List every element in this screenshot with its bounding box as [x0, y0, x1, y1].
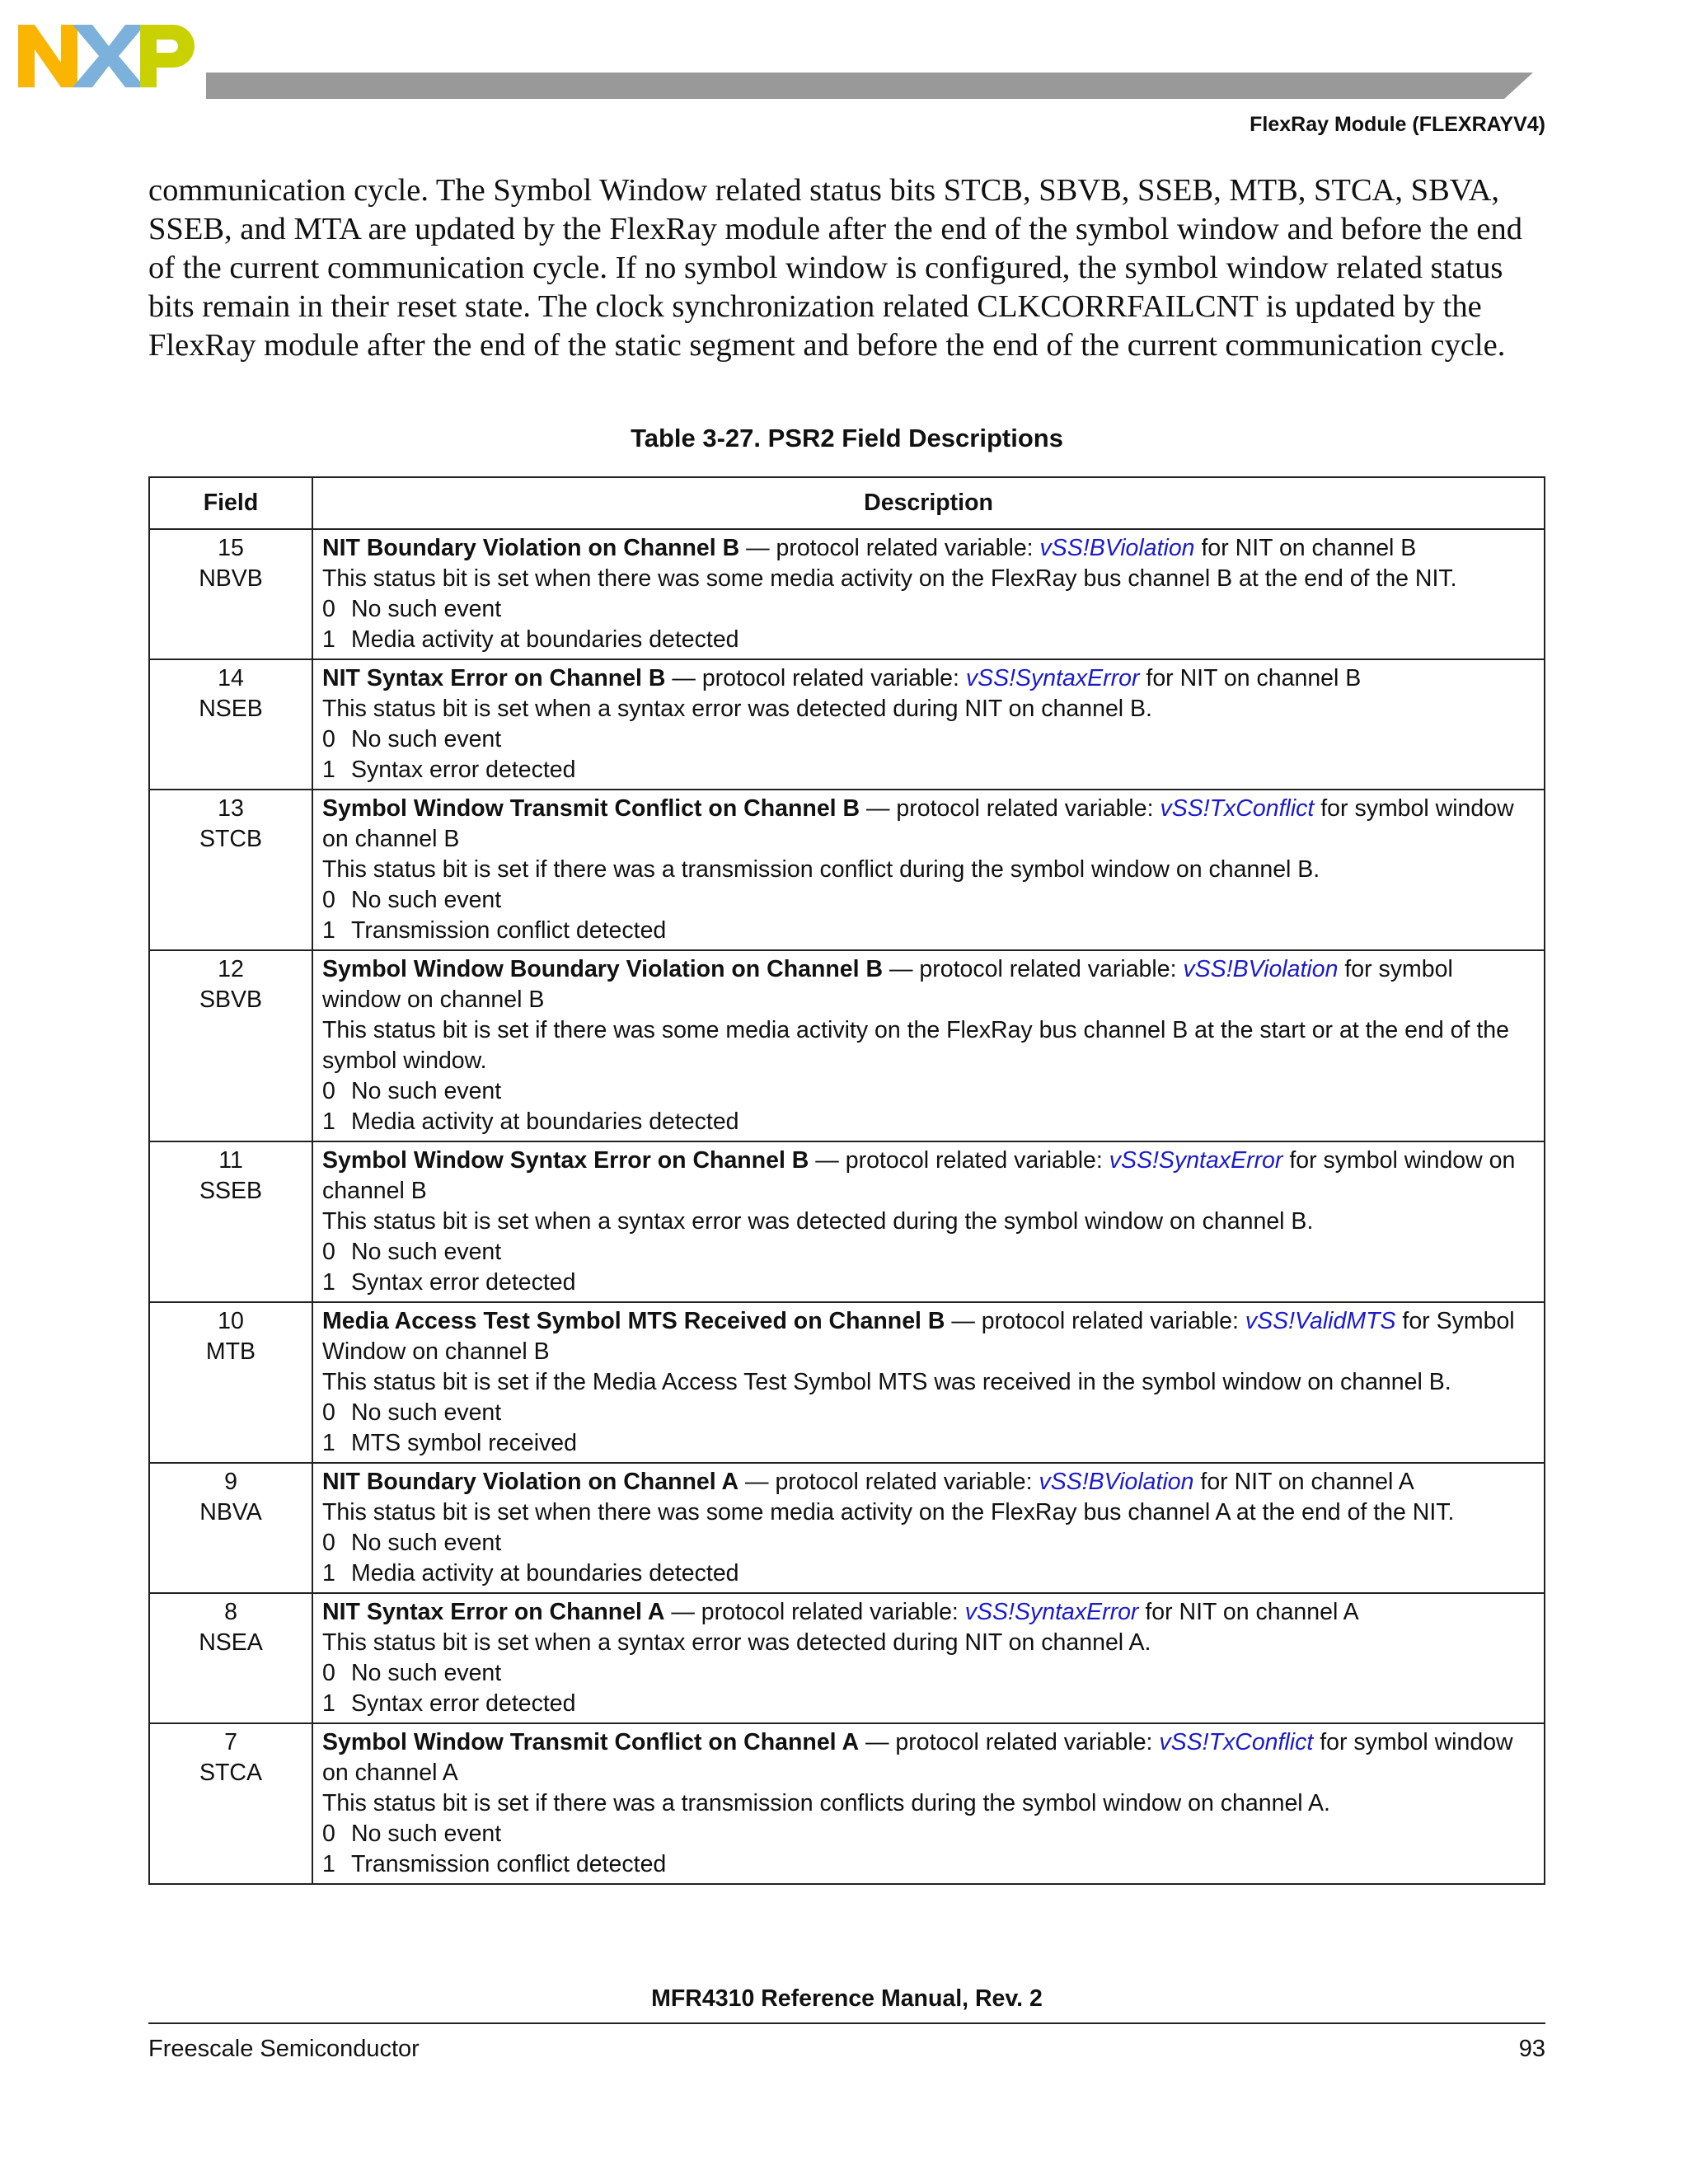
field-cell: [149, 950, 312, 1141]
description-heading: [322, 1146, 1537, 1207]
option-number: 1: [322, 1269, 335, 1296]
option-1: [322, 916, 1537, 946]
description-heading: [322, 533, 1537, 564]
description-text: This status bit is set when there was some media activity on the FlexRay bus channel B at the end of the NIT.: [322, 565, 1457, 592]
variable-scope: for NIT on channel B: [1194, 535, 1417, 561]
option-1: [322, 1428, 1537, 1459]
option-number: 1: [322, 757, 335, 783]
option-1: [322, 1689, 1537, 1719]
nxp-logo: [18, 23, 195, 89]
bit-number: 15: [218, 535, 244, 561]
option-0: [322, 1658, 1537, 1689]
table-row: [149, 1723, 1545, 1884]
option-1: [322, 755, 1537, 785]
footer-manual-title: MFR4310 Reference Manual, Rev. 2: [651, 1985, 1043, 2012]
option-text: No such event: [351, 887, 502, 913]
field-title: Symbol Window Syntax Error on Channel B: [322, 1147, 809, 1174]
option-number: 1: [322, 1851, 335, 1877]
option-number: 0: [322, 1399, 335, 1426]
table-row: [149, 1593, 1545, 1723]
variable-intro: — protocol related variable:: [738, 1469, 1039, 1495]
description-cell: [312, 1463, 1545, 1593]
field-title: Symbol Window Transmit Conflict on Channel A: [322, 1729, 860, 1755]
field-name: SSEB: [199, 1178, 263, 1204]
variable-intro: — protocol related variable:: [665, 665, 966, 691]
description-cell: [312, 1141, 1545, 1302]
option-text: No such event: [351, 1239, 502, 1265]
option-0: [322, 1398, 1537, 1428]
field-name: STCB: [199, 826, 262, 852]
psr2-field-table: [148, 476, 1545, 1885]
field-name: SBVB: [199, 987, 263, 1013]
option-number: 0: [322, 596, 335, 622]
description-text: This status bit is set when there was some media activity on the FlexRay bus channel A at the end of the NIT.: [322, 1499, 1455, 1526]
description-text: This status bit is set if the Media Access Test Symbol MTS was received in the symbol window on channel B.: [322, 1369, 1451, 1395]
option-0: [322, 724, 1537, 755]
variable-intro: — protocol related variable:: [809, 1147, 1109, 1174]
bit-number: 10: [218, 1308, 244, 1334]
footer-divider: [148, 2022, 1545, 2024]
option-number: 1: [322, 1108, 335, 1135]
variable-intro: — protocol related variable:: [859, 1729, 1160, 1755]
field-title: NIT Boundary Violation on Channel A: [322, 1469, 739, 1495]
protocol-variable: vSS!BViolation: [1039, 1469, 1194, 1495]
field-name: NBVA: [199, 1499, 262, 1526]
protocol-variable: vSS!TxConflict: [1159, 1729, 1314, 1755]
variable-scope: for NIT on channel A: [1193, 1469, 1414, 1495]
option-1: [322, 1849, 1537, 1880]
description-heading: [322, 954, 1537, 1015]
variable-scope: for symbol window on channel B: [322, 1147, 1516, 1204]
description-text: This status bit is set when a syntax error was detected during NIT on channel B.: [322, 696, 1152, 722]
variable-intro: — protocol related variable:: [860, 795, 1160, 822]
variable-scope: for symbol window on channel B: [322, 795, 1514, 852]
description-text: This status bit is set if there was some media activity on the FlexRay bus channel B at the start or at the end of the symbol window.: [322, 1017, 1509, 1074]
bit-number: 7: [224, 1729, 237, 1755]
option-1: [322, 1268, 1537, 1298]
protocol-variable: vSS!SyntaxError: [965, 665, 1140, 691]
bit-number: 14: [218, 665, 244, 691]
description-heading: [322, 794, 1537, 855]
variable-scope: for NIT on channel B: [1139, 665, 1362, 691]
option-0: [322, 1528, 1537, 1558]
field-column-header: Field: [149, 477, 312, 529]
field-name: STCA: [199, 1760, 262, 1786]
section-title: FlexRay Module (FLEXRAYV4): [1250, 113, 1545, 136]
field-cell: [149, 790, 312, 950]
description-cell: [312, 529, 1545, 659]
field-cell: [149, 1141, 312, 1302]
bit-number: 9: [224, 1469, 237, 1495]
option-text: Syntax error detected: [351, 757, 576, 783]
intro-paragraph: communication cycle. The Symbol Window related status bits STCB, SBVB, SSEB, MTB, STCA, SBVA, SSEB, and MTA are updated by the FlexRay module after the end of the symbol window and before the end of the current communication cycle. If no symbol window is configured, the symbol window related status bits remain in their reset state. The clock synchronization related CLKCORRFAILCNT is updated by the FlexRay module after the end of the static segment and before the end of the current communication cycle.: [148, 173, 1523, 363]
table-row: [149, 1302, 1545, 1463]
option-number: 1: [322, 1560, 335, 1586]
option-1: [322, 625, 1537, 655]
description-text: This status bit is set when a syntax error was detected during NIT on channel A.: [322, 1629, 1151, 1656]
description-cell: [312, 1593, 1545, 1723]
option-number: 0: [322, 1660, 335, 1686]
description-cell: [312, 1302, 1545, 1463]
protocol-variable: vSS!SyntaxError: [964, 1599, 1139, 1625]
protocol-variable: vSS!ValidMTS: [1245, 1308, 1396, 1334]
description-cell: [312, 659, 1545, 790]
option-0: [322, 1819, 1537, 1849]
protocol-variable: vSS!BViolation: [1039, 535, 1195, 561]
option-number: 0: [322, 1530, 335, 1556]
option-text: No such event: [351, 596, 502, 622]
option-text: MTS symbol received: [351, 1430, 577, 1456]
table-row: [149, 529, 1545, 659]
variable-intro: — protocol related variable:: [664, 1599, 965, 1625]
table-row: [149, 659, 1545, 790]
variable-scope: for NIT on channel A: [1138, 1599, 1359, 1625]
field-cell: [149, 1302, 312, 1463]
description-heading: [322, 1467, 1537, 1497]
option-1: [322, 1558, 1537, 1589]
protocol-variable: vSS!TxConflict: [1160, 795, 1315, 822]
description-text: This status bit is set when a syntax error was detected during the symbol window on channel B.: [322, 1208, 1314, 1235]
option-0: [322, 885, 1537, 916]
option-number: 1: [322, 1690, 335, 1717]
option-text: No such event: [351, 1399, 502, 1426]
field-title: Symbol Window Boundary Violation on Channel B: [322, 956, 884, 982]
option-number: 0: [322, 887, 335, 913]
variable-scope: for symbol window on channel A: [322, 1729, 1513, 1786]
bit-number: 8: [224, 1599, 237, 1625]
description-cell: [312, 950, 1545, 1141]
description-heading: [322, 1306, 1537, 1367]
field-name: NSEA: [199, 1629, 263, 1656]
option-text: Media activity at boundaries detected: [351, 1108, 739, 1135]
protocol-variable: vSS!BViolation: [1183, 956, 1339, 982]
option-text: Transmission conflict detected: [351, 1851, 667, 1877]
field-title: Media Access Test Symbol MTS Received on Channel B: [322, 1308, 945, 1334]
description-heading: [322, 1597, 1537, 1628]
protocol-variable: vSS!SyntaxError: [1109, 1147, 1283, 1174]
option-number: 1: [322, 917, 335, 944]
option-text: No such event: [351, 1660, 502, 1686]
option-number: 0: [322, 1078, 335, 1104]
field-cell: [149, 1593, 312, 1723]
field-cell: [149, 1723, 312, 1884]
option-number: 1: [322, 1430, 335, 1456]
table-row: [149, 1141, 1545, 1302]
table-row: [149, 950, 1545, 1141]
option-number: 0: [322, 726, 335, 752]
option-0: [322, 1076, 1537, 1107]
table-row: [149, 790, 1545, 950]
page-number: 93: [1518, 2036, 1545, 2062]
footer-company: Freescale Semiconductor: [148, 2036, 420, 2062]
option-text: Media activity at boundaries detected: [351, 1560, 739, 1586]
field-name: NBVB: [199, 565, 263, 592]
description-text: This status bit is set if there was a transmission conflict during the symbol window on channel B.: [322, 856, 1320, 883]
table-row: [149, 1463, 1545, 1593]
field-title: NIT Boundary Violation on Channel B: [322, 535, 740, 561]
field-cell: [149, 529, 312, 659]
option-text: Syntax error detected: [351, 1690, 576, 1717]
table-caption: Table 3-27. PSR2 Field Descriptions: [631, 424, 1063, 452]
bit-number: 12: [218, 956, 244, 982]
description-cell: [312, 790, 1545, 950]
bit-number: 11: [218, 1147, 243, 1174]
field-title: NIT Syntax Error on Channel B: [322, 665, 666, 691]
variable-intro: — protocol related variable:: [945, 1308, 1245, 1334]
field-cell: [149, 659, 312, 790]
field-name: NSEB: [199, 696, 263, 722]
description-cell: [312, 1723, 1545, 1884]
variable-intro: — protocol related variable:: [739, 535, 1040, 561]
option-text: No such event: [351, 1530, 502, 1556]
variable-intro: — protocol related variable:: [883, 956, 1184, 982]
option-text: No such event: [351, 726, 502, 752]
variable-scope: for Symbol Window on channel B: [322, 1308, 1515, 1365]
option-number: 1: [322, 626, 335, 653]
option-text: Media activity at boundaries detected: [351, 626, 739, 653]
description-heading: [322, 663, 1537, 694]
field-title: Symbol Window Transmit Conflict on Channel B: [322, 795, 860, 822]
field-name: MTB: [205, 1338, 256, 1365]
option-0: [322, 594, 1537, 625]
header-bar: [206, 73, 1533, 99]
table-body: [149, 529, 1545, 1884]
option-0: [322, 1237, 1537, 1268]
description-text: This status bit is set if there was a transmission conflicts during the symbol window on channel A.: [322, 1790, 1330, 1816]
variable-scope: for symbol window on channel B: [322, 956, 1453, 1013]
field-title: NIT Syntax Error on Channel A: [322, 1599, 665, 1625]
option-text: Syntax error detected: [351, 1269, 576, 1296]
field-cell: [149, 1463, 312, 1593]
option-1: [322, 1107, 1537, 1137]
table-header-row: [149, 477, 1545, 529]
option-text: Transmission conflict detected: [351, 917, 667, 944]
option-text: No such event: [351, 1078, 502, 1104]
option-number: 0: [322, 1821, 335, 1847]
description-column-header: Description: [312, 477, 1545, 529]
option-text: No such event: [351, 1821, 502, 1847]
bit-number: 13: [218, 795, 244, 822]
option-number: 0: [322, 1239, 335, 1265]
description-heading: [322, 1727, 1537, 1788]
